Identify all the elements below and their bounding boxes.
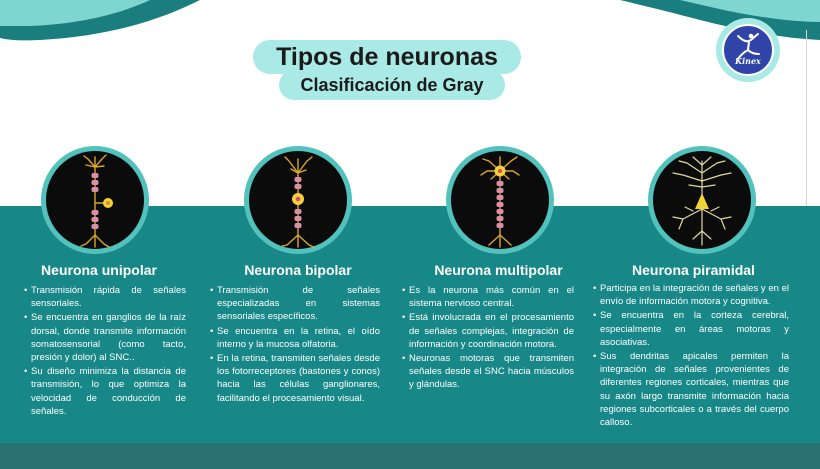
- dancer-icon: [722, 24, 774, 76]
- neuron-image-pyramidal: [648, 146, 756, 254]
- list-item: • Se encuentra en la corteza cerebral, especialmente en áreas motoras y asociativas.: [593, 309, 789, 349]
- list-item: • Está involucrada en el procesamiento de señales complejas, integración de información y coordinación motora.: [402, 311, 574, 351]
- page-subtitle: Clasificación de Gray: [279, 70, 505, 100]
- list-item: • Es la neurona más común en el sistema nervioso central.: [402, 284, 574, 310]
- neuron-title-bipolar: Neurona bipolar: [244, 262, 352, 278]
- list-item: • En la retina, transmiten señales desde los fotorreceptores (bastones y conos) hacia las células ganglionares, facilitando el procesamiento visual.: [210, 352, 380, 405]
- bullet-list-unipolar: [24, 284, 186, 419]
- page-title: Tipos de neuronas: [253, 40, 521, 74]
- neuron-image-unipolar: [41, 146, 149, 254]
- bullet-list-pyramidal: [593, 282, 789, 430]
- unipolar-neuron-icon: [46, 151, 144, 249]
- list-item: • Participa en la integración de señales y en el envío de información motora y cognitiva.: [593, 282, 789, 308]
- neuron-title-pyramidal: Neurona piramidal: [632, 262, 755, 278]
- list-item: • Transmisión rápida de señales sensoriales.: [24, 284, 186, 310]
- bottom-strip: [0, 443, 820, 469]
- pyramidal-neuron-icon: [653, 151, 751, 249]
- list-item: • Transmisión de señales especializadas en sistemas sensoriales específicos.: [210, 284, 380, 324]
- list-item: • Sus dendritas apicales permiten la integración de señales provenientes de diferentes regiones corticales, mientras que su axón largo transmite información hacia regiones subcorticales o a través del cuerpo calloso.: [593, 350, 789, 429]
- bullet-list-multipolar: [402, 284, 574, 393]
- list-item: • Se encuentra en la retina, el oído interno y la mucosa olfatoria.: [210, 325, 380, 351]
- neuron-title-multipolar: Neurona multipolar: [434, 262, 563, 278]
- list-item: • Neuronas motoras que transmiten señales desde el SNC hacia músculos y glándulas.: [402, 352, 574, 392]
- neuron-image-multipolar: [446, 146, 554, 254]
- bullet-list-bipolar: [210, 284, 380, 406]
- list-item: • Su diseño minimiza la distancia de transmisión, lo que optimiza la velocidad de conducción de señales.: [24, 365, 186, 418]
- list-item: • Se encuentra en ganglios de la raíz dorsal, donde transmite información somatosensorial (como tacto, presión y dolor) al SNC..: [24, 311, 186, 364]
- multipolar-neuron-icon: [451, 151, 549, 249]
- kinex-logo: [716, 18, 780, 82]
- neuron-image-bipolar: [244, 146, 352, 254]
- logo-text: Kinex: [735, 56, 761, 66]
- bipolar-neuron-icon: [249, 151, 347, 249]
- edge-line: [806, 30, 807, 206]
- neuron-title-unipolar: Neurona unipolar: [41, 262, 157, 278]
